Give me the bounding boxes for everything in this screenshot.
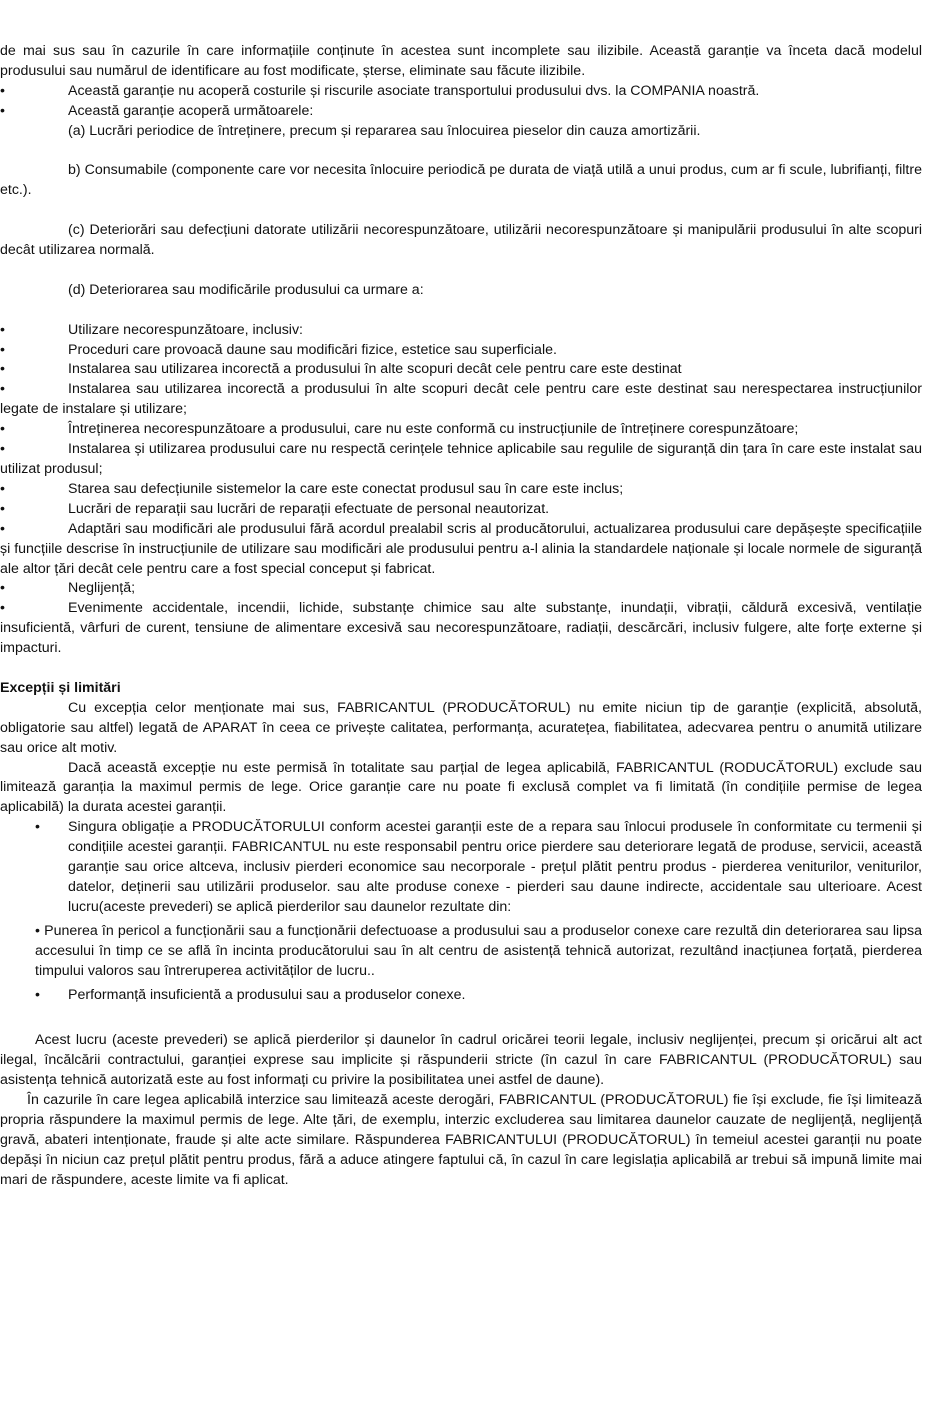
section-heading: Excepții și limitări [0, 679, 121, 696]
list-item: • Proceduri care provoacă daune sau modificări fizice, estetice sau superficiale. [0, 341, 557, 358]
item-a: (a) Lucrări periodice de întreținere, precum și repararea sau înlocuirea pieselor din cauza amortizării. [68, 122, 701, 139]
list-item: • Instalarea și utilizarea produsului care nu respectă cerințele tehnice aplicabile sau regulile de siguranță din țara în care este instalat sau utilizat produsul; [0, 441, 922, 477]
list-item: • Singura obligație a PRODUCĂTORULUI conform acestei garanții este de a repara sau înlocui produsele în conformitate cu termenii și condițiile acestei garanții. FABRICANTUL nu este responsabil pentru orice pierdere sau deteriorare legată de produse, servicii, această garanție sau orice altceva, inclusiv pierderi economice sau necorporale - prețul plătit pentru produs - pierderea veniturilor, veniturilor, datelor, deținerii sau utilizării produselor. sau alte produse conexe - pierderi sau daune indirecte, accidentale sau ulterioare. Acest lucru(aceste prevederi) se aplică pierderilor sau daunelor rezultate din: [35, 819, 922, 915]
list-item: • Performanță insuficientă a produsului sau a produselor conexe. [35, 986, 466, 1003]
list-item: • Adaptări sau modificări ale produsului fără acordul prealabil scris al producătorului, actualizarea produsului care depășește specificațiile și funcțiile descrise în instrucțiunile de utilizare sau modificări ale produsului pentru a-l alinia la standardele naționale și locale normele de siguranță ale altor țări decât cele pentru care a fost special conceput și fabricat. [0, 520, 922, 577]
bullet: • [0, 102, 5, 119]
item-d: (d) Deteriorarea sau modificările produsului ca urmare a: [68, 281, 424, 298]
list-item: • Întreținerea necorespunzătoare a produsului, care nu este conformă cu instrucțiunile de întreținere corespunzătoare; [0, 421, 799, 438]
exceptions-paragraph: Dacă această excepție nu este permisă în totalitate sau parțial de legea aplicabilă, FABRICANTUL (RODUCĂTORUL) exclude sau limitează garanția la maximul permis de lege. Orice garanție care nu poate fi exclusă complet va fi limitată (în condițiile permise de legea aplicabilă) la durata acestei garanții. [0, 759, 922, 816]
list-item: • Punerea în pericol a funcționării sau a funcționării defectuoase a produsului sau a produselor conexe care rezultă din deteriorarea sau lipsa accesului în timp ce se află în incinta producătorului sau în alt centru de asistență tehnică autorizat, rezultând inacțiunea forțată, pierderea timpului valoros sau întreruperea activităților de lucru.. [35, 922, 922, 979]
list-item: • Instalarea sau utilizarea incorectă a produsului în alte scopuri decât cele pentru care este destinat sau nerespectarea instrucțiunilor legate de instalare și utilizare; [0, 381, 922, 418]
list-item: • Această garanție nu acoperă costurile și riscurile asociate transportului produsului dvs. la COMPANIA noastră. [0, 82, 922, 102]
closing-paragraph: Acest lucru (aceste prevederi) se aplică pierderilor și daunelor în cadrul oricărei teorii legale, inclusiv neglijenței, precum și oricărui alt act ilegal, încălcării contractului, garanției exprese sau implicite și răspunderii stricte (în cazul în care FABRICANTUL (PRODUCĂTORUL) sau asistența tehnică autorizată este au fost informați cu privire la posibilitatea unei astfel de daune). [0, 1032, 922, 1089]
intro-paragraph: de mai sus sau în cazurile în care informațiile conținute în acestea sunt incomplete sau ilizibile. Această garanție va înceta dacă modelul produsului sau numărul de identificare au fost modificate, șterse, eliminate sau făcute ilizibile. [0, 43, 922, 79]
list-item: • Utilizare necorespunzătoare, inclusiv: [0, 321, 303, 338]
closing-paragraph: În cazurile în care legea aplicabilă interzice sau limitează aceste derogări, FABRICANTUL (PRODUCĂTORUL) fie își exclude, fie își limitează propria răspundere la maximul permis de lege. Alte țări, de exemplu, interzic excluderea sau limitarea daunelor cauzate de neglijență, neglijență gravă, abateri intenționate, fraude și alte acte similare. Răspunderea FABRICANTULUI (PRODUCĂTORUL) în temeiul acestei garanții nu poate depăși în niciun caz prețul plătit pentru produs, fără a aduce atingere faptului că, în cazul în care legislația aplicabilă ar trebui să impună limite mai mari de răspundere, aceste limite va fi aplicat. [0, 1092, 922, 1188]
item-c: (c) Deteriorări sau defecțiuni datorate utilizării necorespunzătoare, utilizării necorespunzătoare și manipulării produsului în alte scopuri decât utilizarea normală. [0, 222, 922, 259]
document-page [0, 42, 922, 1191]
list-item: • Instalarea sau utilizarea incorectă a produsului în alte scopuri decât cele pentru care este destinat [0, 361, 682, 378]
limitations-block [35, 818, 922, 1005]
exceptions-paragraph: Cu excepția celor menționate mai sus, FABRICANTUL (PRODUCĂTORUL) nu emite niciun tip de garanție (explicită, absolută, obligatorie sau altfel) legată de APARAT în ceea ce privește calitatea, performanța, acuratețea, fiabilitatea, adecvarea pentru o anumită utilizare sau orice alt motiv. [0, 699, 922, 756]
list-item: • Neglijență; [0, 580, 136, 597]
item-b: b) Consumabile (componente care vor necesita înlocuire periodică pe durata de viață utilă a unui produs, cum ar fi scule, lubrifianți, filtre etc.). [0, 162, 922, 199]
bullet: • [0, 82, 5, 99]
list-item: • Evenimente accidentale, incendii, lichide, substanțe chimice sau alte substanțe, inundații, vibrații, căldură excesivă, ventilație insuficientă, vârfuri de curent, tensiune de alimentare excesivă sau necorespunzătoare, radiații, descărcări, inclusiv fulgere, alte forțe externe și impacturi. [0, 600, 922, 657]
list-item: • Starea sau defecțiunile sistemelor la care este conectat produsul sau în care este inclus; [0, 480, 624, 497]
list-item: • Această garanție acoperă următoarele: [0, 102, 922, 122]
list-item: • Lucrări de reparații sau lucrări de reparații efectuate de personal neautorizat. [0, 500, 550, 517]
